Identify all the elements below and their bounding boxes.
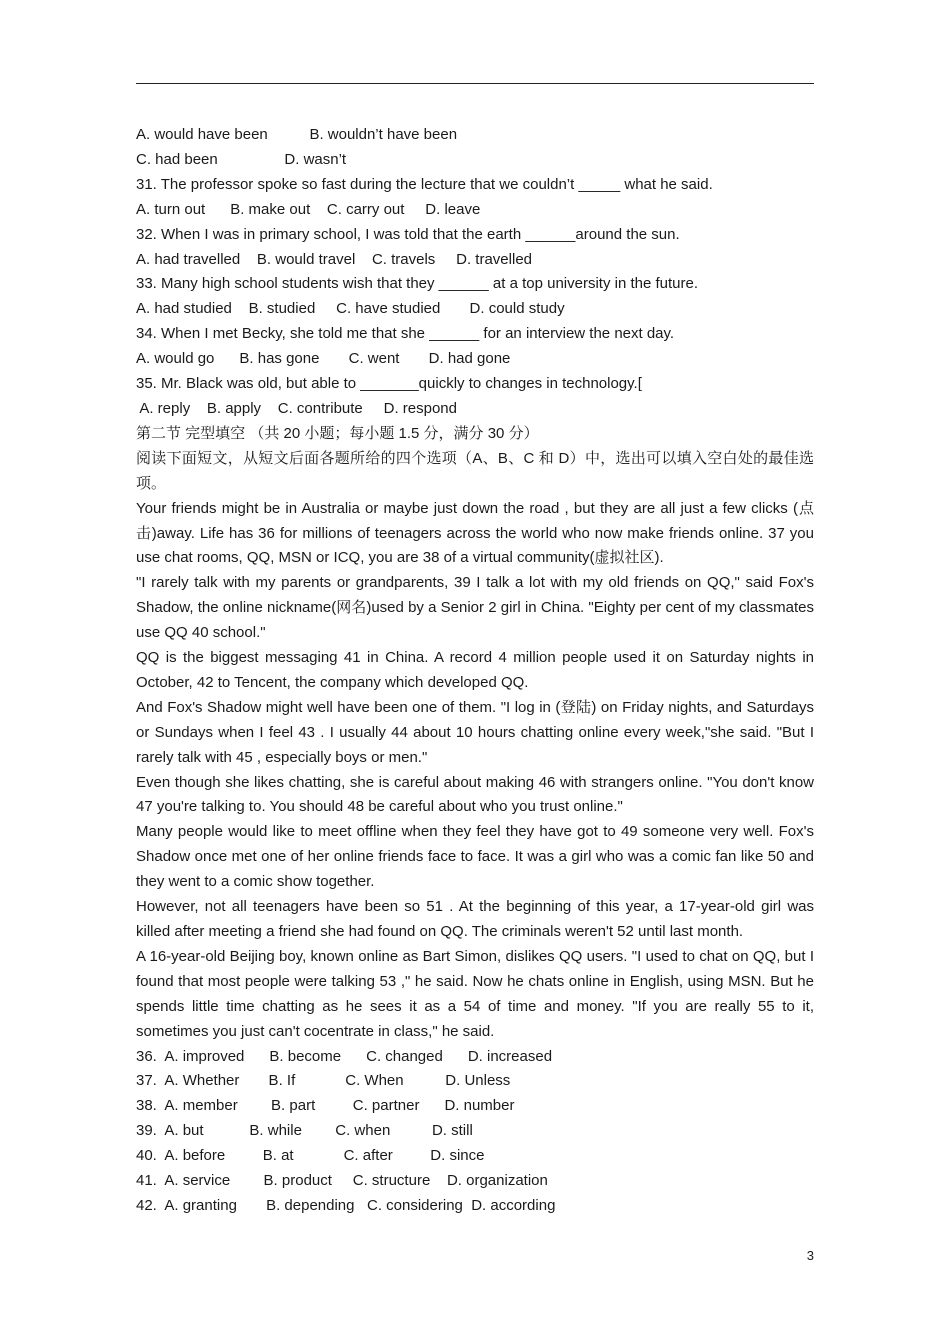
page-number: 3 (806, 1248, 814, 1263)
passage-paragraph: QQ is the biggest messaging 41 in China. A record 4 million people used it on Saturday nights in October, 42 to Tencent, the company which developed QQ. (136, 649, 814, 691)
answer-options-34: A. would go B. has gone C. went D. had gone (136, 350, 511, 368)
question-33: 33. Many high school students wish that they ______ at a top university in the future. (136, 275, 699, 293)
question-31: 31. The professor spoke so fast during the lecture that we couldn’t _____ what he said. (136, 175, 713, 193)
cloze-options-38: 38. A. member B. part C. partner D. number (136, 1097, 515, 1115)
answer-options-30: A. would have been B. wouldn’t have been (136, 126, 458, 143)
answer-options-30-cd: C. had been D. wasn’t (136, 150, 347, 168)
passage-paragraph: Even though she likes chatting, she is careful about making 46 with strangers online. "You don't know 47 you're talking to. You should 48 be careful about who you trust online." (136, 773, 814, 816)
header-rule (136, 83, 814, 84)
passage-paragraph: And Fox's Shadow might well have been one of them. "I log in (登陆) on Friday nights, and Saturdays or Sundays when I feel 43 . I usually 44 about 10 hours chatting online every week,"she said. "But I rarely talk with 45 , especially boys or men." (136, 698, 814, 766)
cloze-options-37: 37. A. Whether B. If C. When D. Unless (136, 1072, 511, 1090)
cloze-options-40: 40. A. before B. at C. after D. since (136, 1147, 485, 1165)
answer-options-35: A. reply B. apply C. contribute D. respond (136, 399, 457, 417)
answer-options-33: A. had studied B. studied C. have studied D. could study (136, 300, 565, 318)
page-content (136, 123, 814, 1219)
passage-paragraph: Many people would like to meet offline when they feel they have got to 49 someone very well. Fox's Shadow once met one of her online friends face to face. It was a girl who was a comic fan like 50 and they went to a comic show together. (136, 823, 814, 891)
cloze-options-39: 39. A. but B. while C. when D. still (136, 1122, 473, 1140)
passage-paragraph: "I rarely talk with my parents or grandparents, 39 I talk a lot with my old friends on QQ," said Fox's Shadow, the online nickname(网名)used by a Senior 2 girl in China. "Eighty per cent of my classmates use QQ 40 school." (136, 574, 814, 642)
answer-options-32: A. had travelled B. would travel C. travels D. travelled (136, 250, 532, 268)
instructions: 阅读下面短文，从短文后面各题所给的四个选项（A、B、C 和 D）中，选出可以填入空白处的最佳选项。 (136, 449, 814, 492)
question-34: 34. When I met Becky, she told me that she ______ for an interview the next day. (136, 325, 675, 343)
question-35: 35. Mr. Black was old, but able to _______quickly to changes in technology.[ (136, 375, 642, 393)
section-heading: 第二节 完型填空 （共 20 小题；每小题 1.5 分，满分 30 分） (136, 424, 539, 442)
answer-options-31: A. turn out B. make out C. carry out D. leave (136, 200, 481, 218)
passage-paragraph: However, not all teenagers have been so 51 . At the beginning of this year, a 17-year-old girl was killed after meeting a friend she had found on QQ. The criminals weren't 52 until last month. (136, 898, 814, 940)
cloze-options-41: 41. A. service B. product C. structure D. organization (136, 1172, 548, 1190)
cloze-options-42: 42. A. granting B. depending C. considering D. according (136, 1196, 556, 1214)
cloze-options-36: 36. A. improved B. become C. changed D. increased (136, 1047, 553, 1065)
passage-paragraph: Your friends might be in Australia or maybe just down the road , but they are all just a few clicks (点击)away. Life has 36 for millions of teenagers across the world who now make friends online. 37 you use chat rooms, QQ, MSN or ICQ, you are 38 of a virtual community(虚拟社区). (136, 499, 814, 567)
passage-paragraph: A 16-year-old Beijing boy, known online as Bart Simon, dislikes QQ users. "I used to chat on QQ, but I found that most people were talking 53 ," he said. Now he chats online in English, using MSN. But he spends little time chatting as he sees it as a 54 of time and money. "If you are really 55 to it, sometimes you just can't cocentrate in class," he said. (136, 947, 814, 1040)
question-32: 32. When I was in primary school, I was told that the earth ______around the sun. (136, 225, 680, 243)
